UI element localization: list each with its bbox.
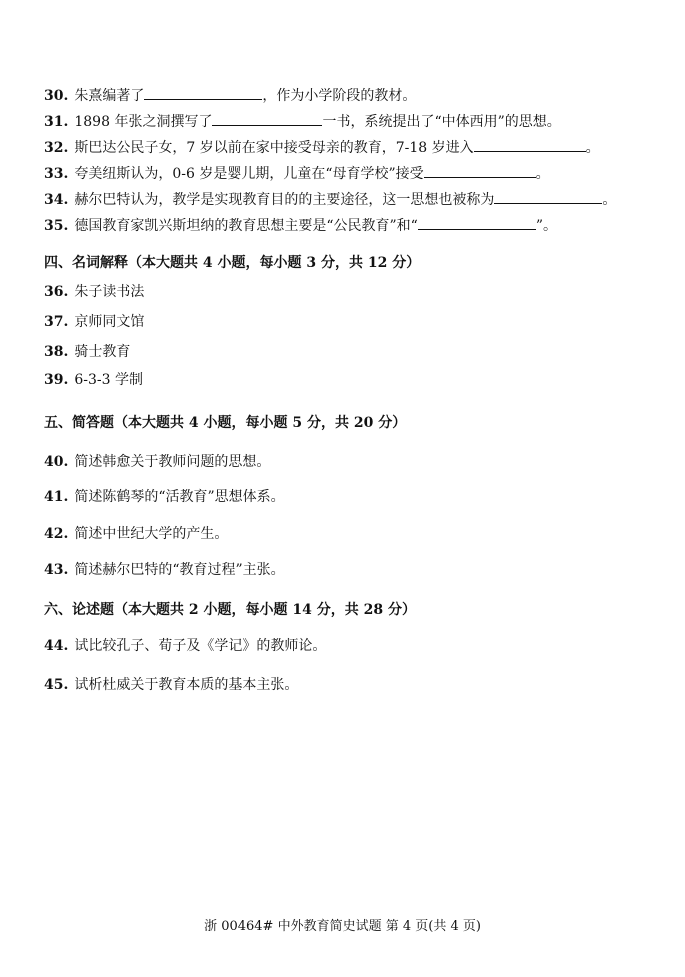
- question-text-after: 。: [585, 140, 600, 156]
- answer-blank: [418, 215, 536, 230]
- question-number: 40.: [44, 454, 69, 470]
- question-number: 38.: [44, 344, 69, 360]
- question-text-after: ”。: [535, 218, 558, 234]
- question-number: 45.: [44, 677, 69, 693]
- question-text: 骑士教育: [74, 344, 131, 360]
- question-text-before: 1898 年张之洞撰写了: [74, 114, 213, 130]
- question-43: [44, 561, 285, 579]
- question-30: [44, 85, 416, 105]
- question-number: 36.: [44, 284, 69, 300]
- question-number: 44.: [44, 638, 69, 654]
- question-41: [44, 488, 285, 506]
- question-39: [44, 371, 143, 389]
- section-5-title: 五、简答题（本大题共 4 小题，每小题 5 分，共 20 分）: [44, 415, 407, 431]
- section-4-title: 四、名词解释（本大题共 4 小题，每小题 3 分，共 12 分）: [44, 255, 421, 271]
- answer-blank: [424, 163, 536, 178]
- answer-blank: [474, 137, 586, 152]
- question-text-before: 朱熹编著了: [74, 88, 145, 104]
- question-35: [44, 215, 557, 235]
- section-6-title: 六、论述题（本大题共 2 小题，每小题 14 分，共 28 分）: [44, 602, 416, 618]
- question-37: [44, 313, 144, 331]
- answer-blank: [212, 111, 322, 126]
- question-number: 37.: [44, 314, 69, 330]
- question-text: 试比较孔子、荀子及《学记》的教师论。: [74, 638, 327, 654]
- question-text-before: 斯巴达公民子女，7 岁以前在家中接受母亲的教育，7-18 岁进入: [74, 140, 474, 156]
- question-34: [44, 189, 616, 209]
- question-number: 39.: [44, 372, 69, 388]
- question-text-before: 夸美纽斯认为，0-6 岁是婴儿期，儿童在“母育学校”接受: [74, 166, 424, 182]
- question-text-after: 。: [535, 166, 550, 182]
- question-text: 京师同文馆: [74, 314, 145, 330]
- question-text: 6-3-3 学制: [74, 372, 143, 388]
- question-text-after: 一书，系统提出了“中体西用”的思想。: [322, 114, 561, 130]
- question-text-before: 赫尔巴特认为，教学是实现教育目的的主要途径，这一思想也被称为: [74, 192, 495, 208]
- answer-blank: [494, 189, 602, 204]
- question-number: 30.: [44, 88, 69, 104]
- page-footer: 浙 00464# 中外教育简史试题 第 4 页(共 4 页): [204, 919, 481, 934]
- question-text-before: 德国教育家凯兴斯坦纳的教育思想主要是“公民教育”和“: [74, 218, 418, 234]
- question-44: [44, 637, 326, 655]
- question-number: 32.: [44, 140, 69, 156]
- question-text: 简述中世纪大学的产生。: [74, 526, 229, 542]
- question-38: [44, 343, 130, 361]
- question-text: 试析杜威关于教育本质的基本主张。: [74, 677, 299, 693]
- question-42: [44, 525, 228, 543]
- question-text-after: 。: [602, 192, 617, 208]
- question-text-after: ，作为小学阶段的教材。: [262, 88, 417, 104]
- question-45: [44, 676, 298, 694]
- question-number: 35.: [44, 218, 69, 234]
- question-text: 朱子读书法: [74, 284, 145, 300]
- question-number: 34.: [44, 192, 69, 208]
- question-31: [44, 111, 561, 131]
- question-33: [44, 163, 550, 183]
- question-text: 简述赫尔巴特的“教育过程”主张。: [74, 562, 285, 578]
- answer-blank: [144, 85, 262, 100]
- question-32: [44, 137, 600, 157]
- question-number: 42.: [44, 526, 69, 542]
- question-number: 33.: [44, 166, 69, 182]
- question-number: 31.: [44, 114, 69, 130]
- question-40: [44, 453, 270, 471]
- question-text: 简述韩愈关于教师问题的思想。: [74, 454, 271, 470]
- question-text: 简述陈鹤琴的“活教育”思想体系。: [74, 489, 285, 505]
- question-number: 43.: [44, 562, 69, 578]
- question-number: 41.: [44, 489, 69, 505]
- question-36: [44, 283, 144, 301]
